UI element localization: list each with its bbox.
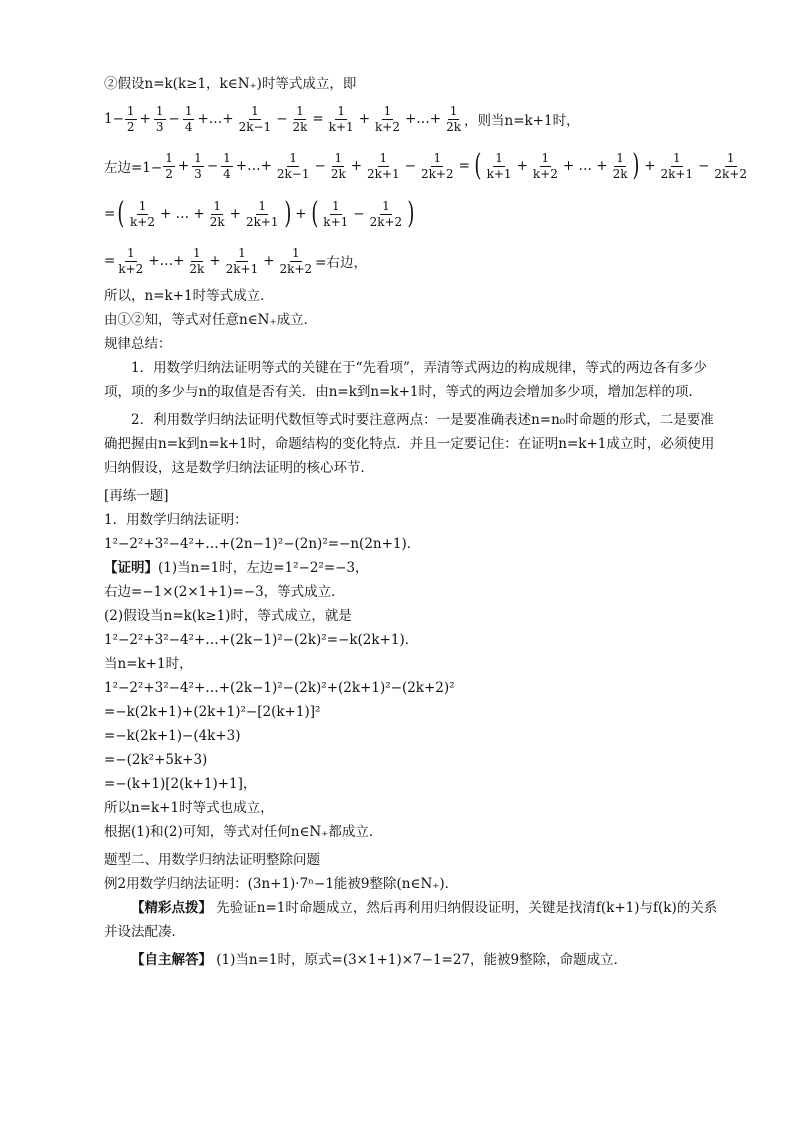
proof-label: 【证明】: [104, 560, 158, 576]
proof-step-1: 【证明】 (1)当n=1时，左边=1²−2²=−3，: [104, 556, 724, 580]
final-conclusion: 由①②知，等式对任意n∈N₊成立．: [104, 312, 318, 328]
summary-heading: 规律总结：: [104, 336, 172, 352]
left-side-expansion: 左边=1− $\frac{1}{2}$ + $\frac{1}{3}$ − $\frac{1}{4}$ +…+ $\frac{1}{2k-1}$ − $\frac{1}{2k}$ + $\frac{1}{2k+1}$ − $\frac{1}{2k+2}$ = ( $\frac{1}{k+1}$ + $\frac{1}{k+2}$ + … + $\frac{1}{2k}$ ) + $\frac{1}{2k+1}$ − $\frac{1}{2k+2}$: [104, 148, 748, 183]
practice-equation: 1²−2²+3²−4²+…+(2n−1)²−(2n)²=−n(2n+1)．: [104, 536, 421, 552]
hypothesis-line: ②假设n=k(k≥1，k∈N₊)时等式成立，即: [104, 76, 357, 92]
section-heading: 题型二、用数学归纳法证明整除问题: [104, 852, 320, 868]
hypothesis-identity: 1− $\frac{1}{2}$ + $\frac{1}{3}$ − $\frac{1}{4}$ +…+ $\frac{1}{2k-1}$ − $\frac{1}{2k}$ = $\frac{1}{k+1}$ + $\frac{1}{k+2}$ +…+ $\frac{1}{2k}$ ，则当n=k+1时，: [104, 103, 580, 134]
proof-final: 根据(1)和(2)可知，等式对任何n∈N₊都成立．: [104, 824, 383, 840]
solution-label: 【自主解答】: [131, 952, 212, 968]
summary-point-2: 2．利用数学归纳法证明代数恒等式时要注意两点：一是要准确表述n=n₀时命题的形式，二是要准确把握由n=k到n=k+1时，命题结构的变化特点．并且一定要记住：在证明n=k+1成立时，必须使用归纳假设，这是数学归纳法证明的核心环节．: [104, 412, 715, 476]
proof-derivation-1: =−k(2k+1)+(2k+1)²−[2(k+1)]²: [104, 704, 321, 720]
proof-derivation-4: =−(k+1)[2(k+1)+1]，: [104, 776, 257, 792]
proof-right-side: 右边=−1×(2×1+1)=−3，等式成立．: [104, 584, 345, 600]
solution-paragraph: 【自主解答】 (1)当n=1时，原式=(3×1+1)×7−1=27，能被9整除，命题成立．: [131, 952, 628, 968]
proof-hypothesis: 1²−2²+3²−4²+…+(2k−1)²−(2k)²=−k(2k+1)．: [104, 632, 419, 648]
proof-step-2: (2)假设当n=k(k≥1)时，等式成立，就是: [104, 608, 352, 624]
summary-point-1: 1．用数学归纳法证明等式的关键在于“先看项”，弄清等式两边的构成规律，等式的两边各有多少项，项的多少与n的取值是否有关．由n=k到n=k+1时，等式的两边会增加多少项，增加怎样的项．: [104, 360, 707, 400]
hint-label: 【精彩点拨】: [131, 900, 212, 916]
hint-paragraph: 【精彩点拨】 先验证n=1时命题成立，然后再利用归纳假设证明，关键是找清f(k+1)与f(k)的关系并设法配凑．: [104, 900, 718, 940]
conclusion-line: 所以，n=k+1时等式成立．: [104, 288, 274, 304]
practice-heading: [再练一题]: [104, 488, 169, 504]
proof-case-k1: 当n=k+1时，: [104, 656, 193, 672]
result-line: = $\frac{1}{k+2}$ +…+ $\frac{1}{2k}$ + $\frac{1}{2k+1}$ + $\frac{1}{2k+2}$ =右边，: [104, 245, 367, 276]
proof-conclusion: 所以n=k+1时等式也成立，: [104, 800, 274, 816]
proof-derivation-2: =−k(2k+1)−(4k+3): [104, 728, 241, 744]
document-page: [104, 72, 748, 972]
regroup-line: = ( $\frac{1}{k+2}$ + … + $\frac{1}{2k}$ + $\frac{1}{2k+1}$ ) + ( $\frac{1}{k+1}$ − $\frac{1}{2k+2}$ ): [104, 196, 415, 231]
proof-expansion: 1²−2²+3²−4²+…+(2k−1)²−(2k)²+(2k+1)²−(2k+2)²: [104, 680, 455, 696]
proof-derivation-3: =−(2k²+5k+3): [104, 752, 208, 768]
practice-problem: 1．用数学归纳法证明：: [104, 512, 248, 528]
example-2: 例2用数学归纳法证明：(3n+1)·7ⁿ−1能被9整除(n∈N₊)．: [104, 876, 459, 892]
